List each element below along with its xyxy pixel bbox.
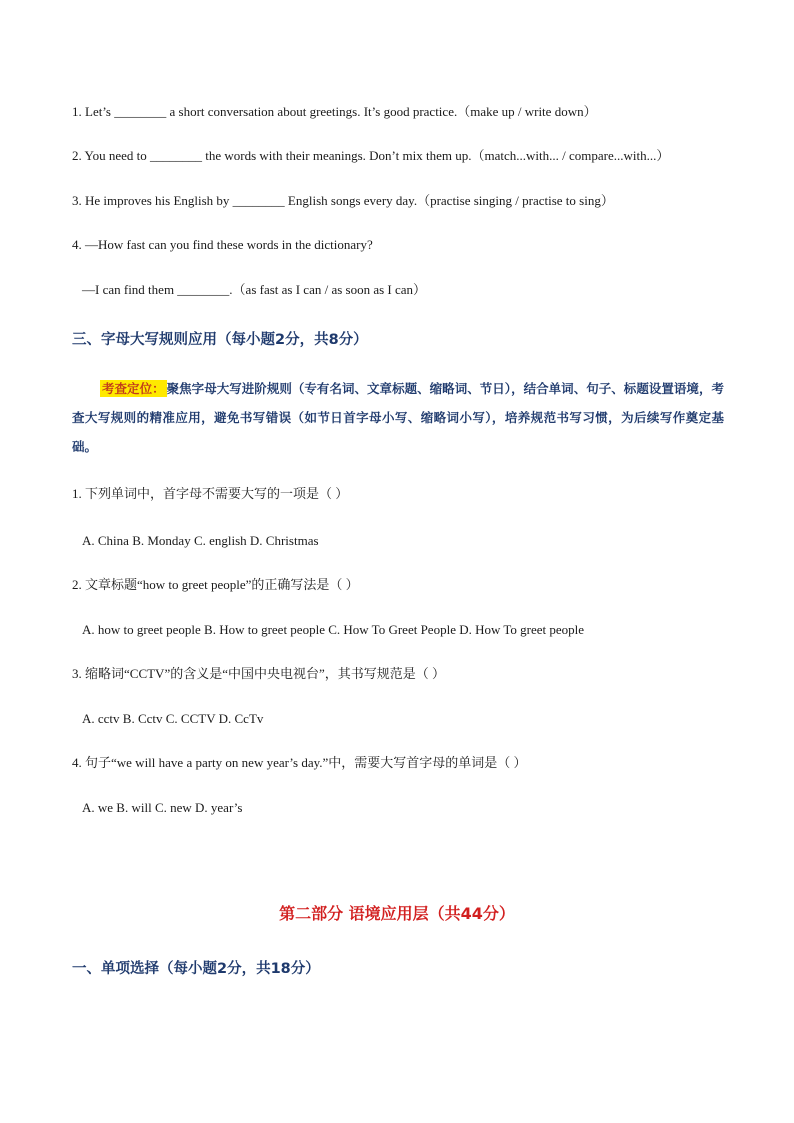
section3-focus	[72, 374, 724, 461]
fill-item-3: 3. He improves his English by ________ English songs every day.（practise singing / practise to sing）	[72, 193, 614, 208]
s3-options-1: A. China B. Monday C. english D. Christmas	[82, 533, 319, 548]
fill-item-2: 2. You need to ________ the words with their meanings. Don’t mix them up.（match...with... / compare...with...）	[72, 148, 670, 163]
s3-options-3: A. cctv B. Cctv C. CCTV D. CcTv	[82, 711, 264, 726]
s3-question-4: 4. 句子“we will have a party on new year’s day.”中，需要大写首字母的单词是（ ）	[72, 755, 527, 770]
focus-label: 考查定位：	[102, 381, 165, 396]
s3-question-2: 2. 文章标题“how to greet people”的正确写法是（ ）	[72, 577, 359, 592]
part2-section1-title: 一、单项选择（每小题2分，共18分）	[72, 961, 320, 977]
fill-item-1: 1. Let’s ________ a short conversation about greetings. It’s good practice.（make up / write down）	[72, 104, 597, 119]
fill-item-4-answer: —I can find them ________.（as fast as I can / as soon as I can）	[82, 282, 427, 297]
s3-question-3: 3. 缩略词“CCTV”的含义是“中国中央电视台”，其书写规范是（ ）	[72, 666, 446, 681]
fill-item-4-question: 4. —How fast can you find these words in the dictionary?	[72, 237, 373, 252]
s3-question-1: 1. 下列单词中，首字母不需要大写的一项是（ ）	[72, 486, 349, 501]
focus-text: 聚焦字母大写进阶规则（专有名词、文章标题、缩略词、节日），结合单词、句子、标题设置语境，考查大写规则的精准应用，避免书写错误（如节日首字母小写、缩略词小写），培养规范书写习惯，为后续写作奠定基础。	[72, 381, 724, 454]
part2-title: 第二部分 语境应用层（共44分）	[279, 904, 515, 923]
s3-options-2: A. how to greet people B. How to greet people C. How To Greet People D. How To greet people	[82, 622, 585, 637]
section3-title: 三、字母大写规则应用（每小题2分，共8分）	[72, 332, 368, 348]
s3-options-4: A. we B. will C. new D. year’s	[82, 800, 243, 815]
